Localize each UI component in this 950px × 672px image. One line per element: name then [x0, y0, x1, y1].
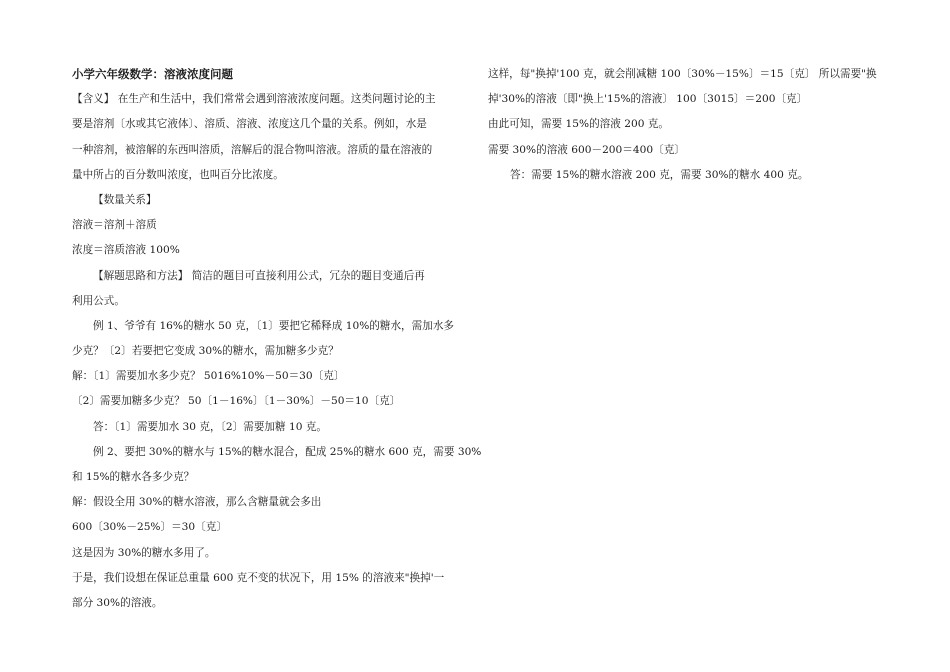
- definition-line-4: 量中所占的百分数叫浓度，也叫百分比浓度。: [72, 168, 284, 181]
- example1-solution-2: 〔2〕需要加糖多少克？ 50〔1－16%〕〔1－30%〕－50＝10〔克〕: [72, 395, 401, 408]
- example2-solution-2: 600〔30%－25%〕＝30〔克〕: [72, 521, 227, 534]
- example2-line-1: 例 2、要把 30%的糖水与 15%的糖水混合，配成 25%的糖水 600 克，需要 30%: [93, 445, 482, 458]
- left-column: [72, 62, 482, 616]
- definition-line-3: 一种溶剂，被溶解的东西叫溶质，溶解后的混合物叫溶液。溶质的量在溶液的: [72, 143, 433, 156]
- example2-continued-3: 由此可知，需要 15%的溶液 200 克。: [488, 118, 669, 131]
- right-column: [488, 62, 888, 188]
- example1-line-1: 例 1、爷爷有 16%的糖水 50 克，〔1〕要把它稀释成 10%的糖水，需加水多: [93, 319, 455, 332]
- definition-line-1: 【含义】 在生产和生活中，我们常常会遇到溶液浓度问题。这类问题讨论的主: [72, 93, 436, 106]
- example2-continued-1: 这样，每"换掉'100 克，就会削减糖 100〔30%－15%〕＝15〔克〕 所以需要"换: [488, 68, 877, 80]
- example2-continued-4: 需要 30%的溶液 600－200＝400〔克〕: [488, 143, 685, 156]
- example2-line-2: 和 15%的糖水各多少克？: [72, 471, 195, 483]
- example2-answer: 答：需要 15%的糖水溶液 200 克，需要 30%的糖水 400 克。: [510, 168, 809, 181]
- method-line-2: 利用公式。: [72, 294, 125, 307]
- document-title: 小学六年级数学：溶液浓度问题: [72, 67, 233, 81]
- example2-solution-3: 这是因为 30%的糖水多用了。: [72, 546, 216, 559]
- example2-solution-1: 解：假设全用 30%的糖水溶液，那么含糖量就会多出: [72, 496, 322, 509]
- formula-concentration: 浓度＝溶质溶液 100%: [72, 244, 180, 257]
- example2-solution-4: 于是，我们设想在保证总重量 600 克不变的状况下，用 15% 的溶液来"换掉'一: [72, 571, 445, 584]
- example2-continued-2: 掉'30%的溶液〔即"换上'15%的溶液〕 100〔3015〕＝200〔克〕: [488, 93, 808, 106]
- formula-solution: 溶液＝溶剂＋溶质: [72, 219, 157, 232]
- example1-line-2: 少克？〔2〕若要把它变成 30%的糖水，需加糖多少克？: [72, 345, 339, 358]
- example2-solution-5: 部分 30%的溶液。: [72, 596, 163, 609]
- example1-answer: 答：〔1〕需要加水 30 克，〔2〕需要加糖 10 克。: [93, 420, 327, 433]
- definition-line-2: 要是溶剂〔水或其它液体〕、溶质、溶液、浓度这几个量的关系。例如，水是: [72, 118, 427, 131]
- example1-solution-1: 解：〔1〕需要加水多少克？ 5016%10%－50＝30〔克〕: [72, 370, 345, 383]
- quantity-relation-heading: 【数量关系】: [93, 193, 157, 206]
- method-line-1: 【解题思路和方法】 简洁的题目可直接利用公式，冗杂的题目变通后再: [93, 269, 425, 282]
